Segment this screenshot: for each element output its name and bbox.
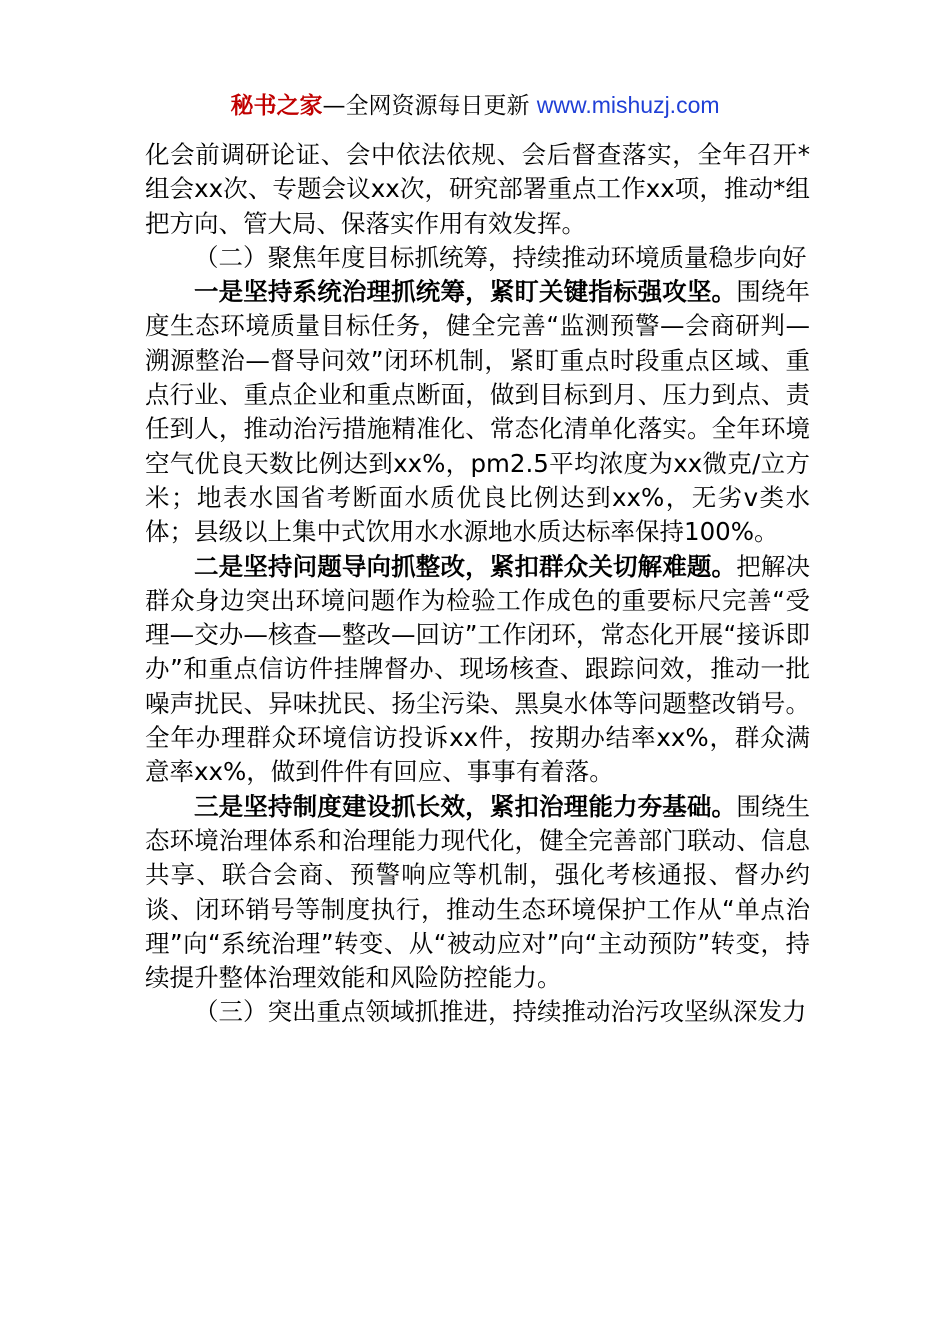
brand-name: 秘书之家 [230,93,323,119]
site-header [0,88,950,123]
item-1-text: 围绕年度生态环境质量目标任务，健全完善“监测预警—会商研判—溯源整治—督导问效”闭环机制，紧盯重点时段重点区域、重点行业、重点企业和重点断面，做到目标到月、压力到点、责任到人，推动治污措施精准化、常态化清单化落实。全年环境空气优良天数比例达到xx%，pm2.5平均浓度为xx微克/立方米；地表水国省考断面水质优良比例达到xx%，无劣ⅴ类水体；县级以上集中式饮用水水源地水质达标率保持100%。 [145,277,811,547]
item-2-text: 把解决群众身边突出环境问题作为检验工作成色的重要标尺完善“受理—交办—核查—整改—回访”工作闭环，常态化开展“接诉即办”和重点信访件挂牌督办、现场核查、跟踪问效，推动一批噪声扰民、异味扰民、扬尘污染、黑臭水体等问题整改销号。全年办理群众环境信访投诉xx件，按期办结率xx%，群众满意率xx%，做到件件有回应、事事有着落。 [145,551,811,787]
header-dash: — [322,93,346,119]
paragraph-item-1 [145,275,810,549]
item-2-lead: 二是坚持问题导向抓整改，紧扣群众关切解难题。 [194,551,737,581]
paragraph-item-3 [145,790,810,996]
site-url-link[interactable]: www.mishuzj.com [536,92,720,118]
item-1-lead: 一是坚持系统治理抓统筹，紧盯关键指标强攻坚。 [194,277,737,307]
paragraph-item-2 [145,550,810,790]
section-heading-3: （三）突出重点领域抓推进，持续推动治污攻坚纵深发力 [194,997,807,1027]
document-body [145,138,810,1030]
item-3-lead: 三是坚持制度建设抓长效，紧扣治理能力夯基础。 [194,791,737,821]
header-slogan: 全网资源每日更新 [345,93,530,119]
section-heading-2: （二）聚焦年度目标抓统筹，持续推动环境质量稳步向好 [194,242,807,272]
paragraph-continued: 化会前调研论证、会中依法依规、会后督查落实，全年召开*组会xx次、专题会议xx次，研究部署重点工作xx项，推动*组把方向、管大局、保落实作用有效发挥。 [145,140,810,238]
item-3-text: 围绕生态环境治理体系和治理能力现代化，健全完善部门联动、信息共享、联合会商、预警响应等机制，强化考核通报、督办约谈、闭环销号等制度执行，推动生态环境保护工作从“单点治理”向“系统治理”转变、从“被动应对”向“主动预防”转变，持续提升整体治理效能和风险防控能力。 [145,791,811,993]
